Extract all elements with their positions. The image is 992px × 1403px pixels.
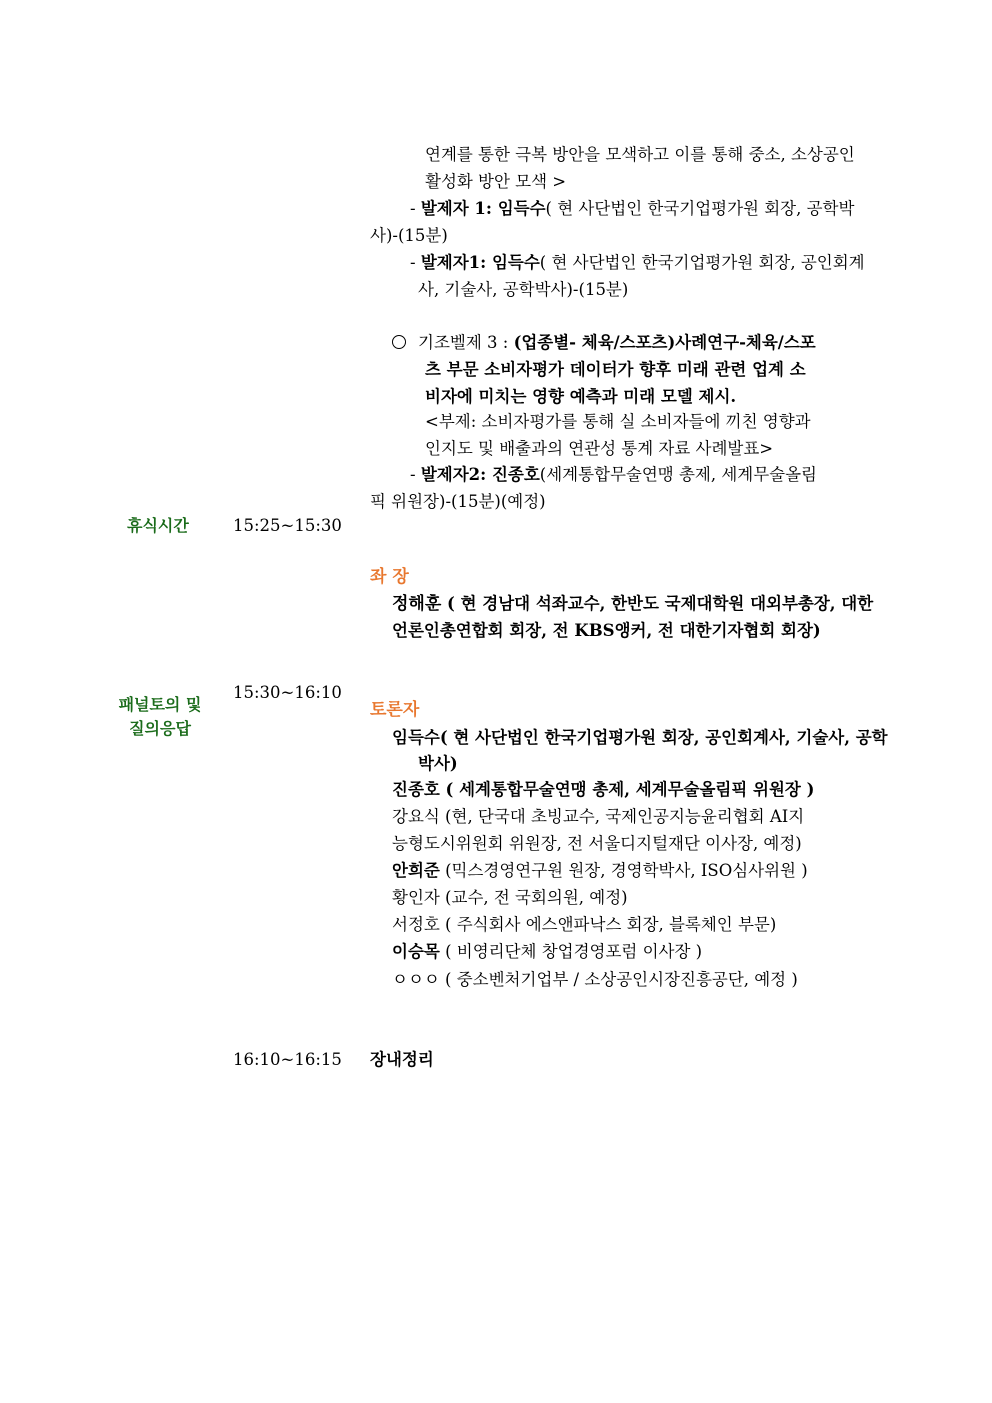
discussant-7-name: 이승목 (392, 942, 440, 961)
presenter1b-title: 발제자1: 임득수 (420, 253, 540, 272)
presenter2-line-2: 픽 위원장)-(15분)(예정) (370, 492, 546, 511)
chair-name: 정해훈 (392, 594, 442, 614)
panel-label-line-2: 질의응답 (129, 719, 191, 738)
intro-line-1: 연계를 통한 극복 방안을 모색하고 이를 통해 중소, 소상공인 (425, 145, 855, 164)
presenter1a-line-1 (410, 197, 854, 221)
presenter2-line-1 (410, 463, 817, 487)
break-time: 15:25~15:30 (233, 516, 342, 535)
presenter1b-detail: ( 현 사단법인 한국기업평가원 회장, 공인회계 (539, 253, 865, 272)
panel-heading: 토론자 (370, 700, 420, 720)
discussant-4-detail: (믹스경영연구원 원장, 경영학박사, ISO심사위원 ) (439, 861, 808, 880)
chair-line-1 (392, 592, 873, 616)
panel-time: 15:30~16:10 (233, 683, 342, 702)
topic3-title-2: 츠 부문 소비자평가 데이터가 향후 미래 관련 업계 소 (425, 360, 806, 379)
circle-bullet-icon (392, 335, 406, 349)
discussant-1-line-2: 박사) (418, 754, 458, 773)
discussant-4 (392, 859, 808, 883)
discussant-8: ㅇㅇㅇ ( 중소벤처기업부 / 소상공인시장진흥공단, 예정 ) (392, 970, 798, 989)
topic3-subtitle-1: <부제: 소비자평가를 통해 실 소비자들에 끼친 영향과 (425, 412, 811, 431)
topic3-prefix: 기조벨제 3 : (418, 333, 514, 352)
dash: - (410, 199, 421, 218)
presenter2-detail: (세계통합무술연맹 총제, 세계무술올림 (539, 465, 817, 484)
discussant-3-line-2: 능형도시위원회 위원장, 전 서울디지털재단 이사장, 예정) (392, 834, 802, 853)
discussant-1-line-1: 임득수( 현 사단법인 한국기업평가원 회장, 공인회계사, 기술사, 공학 (392, 728, 888, 747)
topic3-title-1: (업종별- 체육/스포츠)사례연구-체육/스포 (513, 333, 816, 352)
discussant-3-line-1: 강요식 (현, 단국대 초빙교수, 국제인공지능윤리협회 AI지 (392, 807, 805, 826)
chair-detail: ( 현 경남대 석좌교수, 한반도 국제대학원 대외부총장, 대한 (441, 594, 874, 613)
panel-label-line-1: 패널토의 및 (118, 695, 202, 714)
break-label: 휴식시간 (127, 516, 189, 535)
presenter1b-line-2: 사, 기술사, 공학박사)-(15분) (418, 280, 629, 299)
discussant-7 (392, 940, 702, 964)
presenter1b-line-1 (410, 251, 865, 275)
topic3-title-3: 비자에 미치는 영향 예측과 미래 모델 제시. (425, 387, 737, 406)
presenter1a-title: 발제자 1: 임득수 (420, 199, 546, 218)
discussant-2: 진종호 ( 세계통합무술연맹 총제, 세계무술올림픽 위원장 ) (392, 780, 815, 799)
discussant-4-name: 안희준 (392, 861, 440, 880)
closing-label: 장내정리 (370, 1050, 434, 1069)
discussant-5: 황인자 (교수, 전 국회의원, 예정) (392, 888, 628, 907)
discussant-7-detail: ( 비영리단체 창업경영포럼 이사장 ) (439, 942, 703, 961)
dash: - (410, 465, 421, 484)
panel-label (100, 693, 220, 741)
closing-time: 16:10~16:15 (233, 1050, 342, 1069)
presenter1a-detail: ( 현 사단법인 한국기업평가원 회장, 공학박 (545, 199, 855, 218)
topic3-line-1 (392, 331, 816, 355)
presenter2-title: 발제자2: 진종호 (420, 465, 540, 484)
discussant-6: 서정호 ( 주식회사 에스앤파낙스 회장, 블록체인 부문) (392, 915, 777, 934)
dash: - (410, 253, 421, 272)
chair-heading: 좌 장 (370, 567, 409, 587)
chair-line-2: 언론인총연합회 회장, 전 KBS앵커, 전 대한기자협회 회장) (392, 621, 821, 640)
intro-line-2: 활성화 방안 모색 > (425, 172, 567, 191)
presenter1a-line-2: 사)-(15분) (370, 226, 448, 245)
topic3-subtitle-2: 인지도 및 배출과의 연관성 통계 자료 사례발표> (425, 439, 774, 458)
